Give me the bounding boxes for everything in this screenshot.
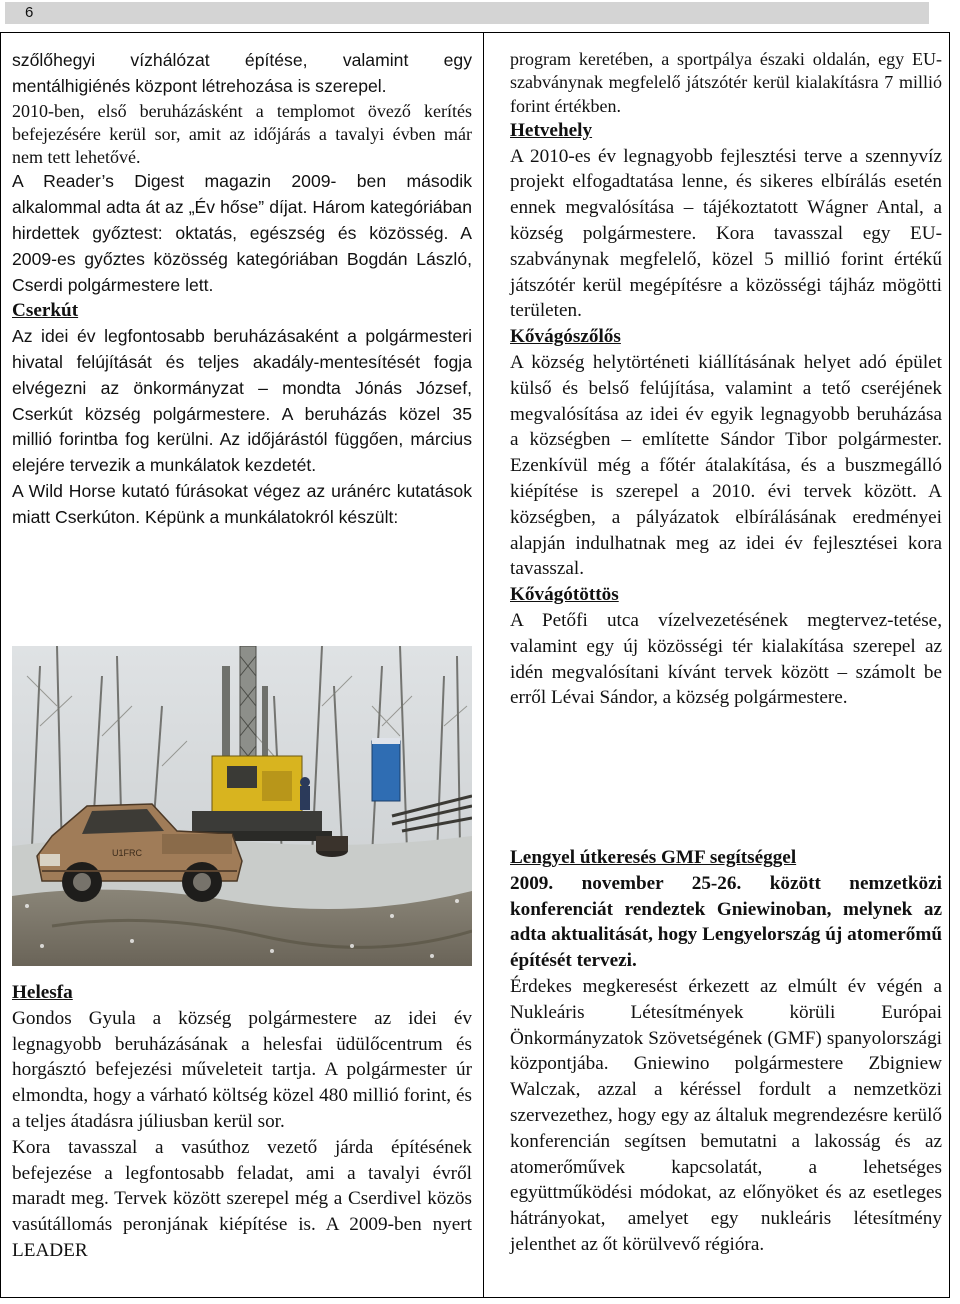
page-number: 6 — [25, 4, 34, 21]
kovagotottos-paragraph: A Petőfi utca vízelvezetésének megtervez-tetése, valamint egy új közösségi tér kialakítása szerepel az idén megvalósítani kívánt tervek között – számolt be erről Lévai Sándor, a község polgármestere. — [510, 610, 942, 709]
intro-paragraph-2: 2010-ben, első beruházásként a templomot övező kerítés befejezésére kerül sor, amit az időjárás a tavalyi évben már nem tett lehetővé. — [12, 100, 472, 168]
right-column-bottom — [510, 845, 942, 1258]
section-heading-cserkut: Cserkút — [12, 300, 79, 322]
section-heading-hetvehely: Hetvehely — [510, 119, 593, 141]
intro-paragraph-1: szőlőhegyi vízhálózat építése, valamint egy mentálhigiénés központ létrehozása is szerepel. — [12, 50, 472, 96]
drilling-site-photo — [12, 646, 472, 966]
intro-paragraph-3-4 — [12, 169, 472, 298]
section-heading-gmf: Lengyel útkeresés GMF segítséggel — [510, 847, 797, 868]
right-column-top — [510, 48, 942, 711]
gmf-body-paragraph: Érdekes megkeresést érkezett az elmúlt év végén a Nukleáris Létesítmények körüli Európai Önkormányzatok Szövetségének (GMF) spanyolországi központjába. Gniewino polgármestere Zbigniew Walczak, azzal a kéréssel fordult a nemzetközi szervezethez, hogy egy az általuk megrendezésre kerülő konferencián segítsen bemutatni a lakosság és az atomerőművek kapcsolatát, a lehetséges együttműködési módokat, az előnyöket és az esetleges hátrányokat, amelyet egy nukleáris létesítmény jelenthet az őt körülvevő régióra. — [510, 975, 942, 1255]
left-column-top — [12, 48, 472, 531]
readers-digest-text: A Reader’s Digest magazin 2009- ben második alkalommal adta át az „Év hőse” díjat. — [12, 171, 472, 218]
column-divider — [483, 32, 484, 1298]
cserkut-paragraph-1: Az idei év legfontosabb beruházásaként a polgármesteri hivatal felújítását és teljes akadály-mentesítését fogja elvégezni az önkormányzat – mondta Jónás József, Cserkút község polgármestere. A beruházás közel 35 millió forintba fog kerülni. Az időjárástól függően, március elejére tervezik a munkálatok kezdetét. — [12, 326, 472, 476]
winner-text: A 2009-es győztes közösség kategóriában Bogdán László, Cserdi polgármestere lett. — [12, 223, 472, 295]
helesfa-paragraph-2: Kora tavasszal a vasúthoz vezető járda építésének befejezése a legfontosabb feladat, ami a tavalyi évről maradt meg. Tervek között szerepel még a Cserdivel közös vasútállomás peronjának kiépítése is. A 2009-ben nyert LEADER — [12, 1136, 472, 1261]
section-heading-helesfa: Helesfa — [12, 982, 73, 1003]
section-heading-kovagoszolos: Kővágószőlős — [510, 326, 621, 348]
page-header-bar — [5, 2, 929, 24]
left-column-bottom — [12, 980, 472, 1264]
categories-text: Három kategóriában hirdettek győztest: oktatás, egészség és közösség. — [12, 197, 472, 244]
helesfa-paragraph-1: Gondos Gyula a község polgármestere az idei év legnagyobb beruházásának a helesfai üdülőcentrum és horgásztó befejezési műveleteit tartja. A polgármester úr elmondta, hogy a várható költség közel 480 millió forint, és a teljes átadásra júliusban kerül sor. — [12, 1007, 472, 1132]
right-intro-paragraph: program keretében, a sportpálya északi oldalán, egy EU-szabványnak megfelelő játszótér kerül kialakításra 7 millió forint értékben. — [510, 49, 942, 116]
cserkut-paragraph-2: A Wild Horse kutató fúrásokat végez az uránérc kutatások miatt Cserkúton. Képünk a munkálatokról készült: — [12, 481, 472, 527]
truck-plate-text: U1FRC — [112, 848, 143, 858]
hetvehely-paragraph: A 2010-es év legnagyobb fejlesztési terve a szennyvíz projekt elfogadtatása lenne, és sikeres elbírálás esetén ennek megvalósítása – tájékoztatott Wágner Antal, a község polgármestere. Kora tavasszal egy EU-szabványnak megfelelő, közel 5 millió forint értékű játszótér kerül megépítésre a közösségi tájház mögötti területen. — [510, 145, 942, 322]
kovagoszolos-paragraph: A község helytörténeti kiállításának helyet adó épület külső és belső felújítása, valamint a tető cseréjének megvalósítása az idei év egyik legnagyobb beruházása a községben – említette Sándor Tibor polgármester. Ezenkívül még a főtér átalakítása, és a buszmegálló kiépítése is szerepel a 2010. évi tervek között. A községben, a pályázatok elbírálásának eredményei alapján indulhatnak meg az idei év fejlesztései kora tavasszal. — [510, 352, 942, 580]
section-heading-kovagotottos: Kővágótöttös — [510, 584, 619, 606]
gmf-lead-paragraph: 2009. november 25-26. között nemzetközi konferenciát rendeztek Gniewinoban, melynek az adta aktualitását, hogy Lengyelország új atomerőmű építését tervezi. — [510, 872, 942, 972]
